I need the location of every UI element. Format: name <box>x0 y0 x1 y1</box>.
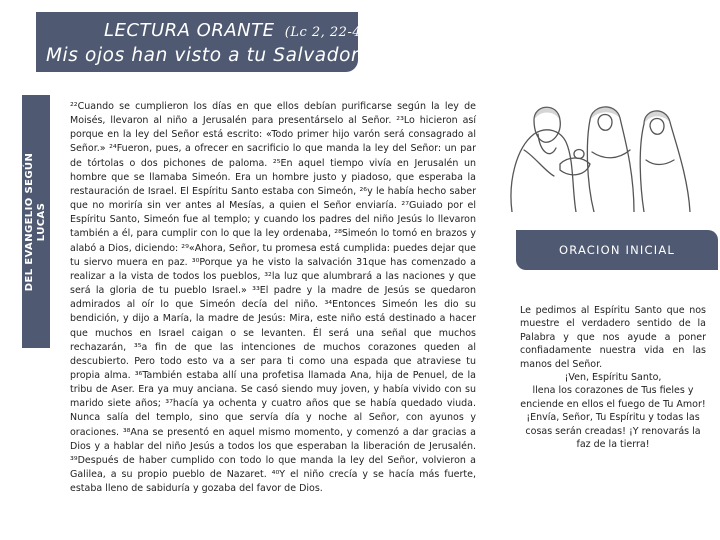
side-label-text <box>24 152 48 290</box>
presentation-illustration <box>494 90 699 212</box>
prayer-line: ¡Envía, Señor, Tu Espíritu y todas las cosas serán creadas! ¡Y renovarás la faz de la tierra! <box>525 412 701 451</box>
prayer-line: ¡Ven, Espíritu Santo, <box>564 372 662 384</box>
prayer-lines <box>520 371 706 451</box>
page-title: LECTURA ORANTE <box>104 20 275 41</box>
bible-reference: (Lc 2, 22-40) <box>284 25 376 40</box>
opening-prayer-heading: ORACION INICIAL <box>516 230 718 270</box>
prayer-intro: Le pedimos al Espíritu Santo que nos muestre el verdadero sentido de la Palabra y que nos ayude a poner confiadamente nuestra vida en las manos del Señor. <box>520 305 706 370</box>
side-label-line1: DEL EVANGELIO SEGÚN <box>24 152 35 291</box>
page-subtitle: Mis ojos han visto a tu Salvador <box>46 45 360 66</box>
side-label-line2: LUCAS <box>36 202 47 241</box>
title-banner <box>36 12 376 72</box>
gospel-text: ²²Cuando se cumplieron los días en que ellos debían purificarse según la ley de Moisés, llevaron al niño a Jerusalén para presentárselo al Señor. ²³Lo hicieron así porque en la ley del Señor está escrito: «Todo primer hijo varón será consagrado al Señor.» ²⁴Fueron, pues, a ofrecer en sacrificio lo que manda la ley del Señor: un par de tórtolas o dos pichones de paloma. ²⁵En aquel tiempo vivía en Jerusalén un hombre que se llamaba Simeón. Era un hombre justo y piadoso, que esperaba la restauración de Israel. El Espíritu Santo estaba con Simeón, ²⁶y le había hecho saber que no moriría sin ver antes al Mesías, a quien el Señor enviaría. ²⁷Guiado por el Espíritu Santo, Simeón fue al templo; y cuando los padres del niño Jesús lo llevaron también a él, para cumplir con lo que la ley ordenaba, ²⁸Simeón lo tomó en brazos y alabó a Dios, diciendo: ²⁹«Ahora, Señor, tu promesa está cumplida: puedes dejar que tu siervo muera en paz. ³⁰Porque ya he visto la salvación 31que has comenzado a realizar a la vista de todos los pueblos, ³²la luz que alumbrará a las naciones y que será la gloria de tu pueblo Israel.» ³³El padre y la madre de Jesús se quedaron admirados al oír lo que Simeón decía del niño. ³⁴Entonces Simeón les dio su bendición, y dijo a María, la madre de Jesús: Mira, este niño está destinado a hacer que muchos en Israel caigan o se levanten. Él será una señal que muchos rechazarán, ³⁵a fin de que las intenciones de muchos corazones queden al descubierto. Pero todo esto va a ser para ti como una espada que atraviese tu propia alma. ³⁶También estaba allí una profetisa llamada Ana, hija de Penuel, de la tribu de Aser. Era ya muy anciana. Se casó siendo muy joven, y había vivido con su marido siete años; ³⁷hacía ya ochenta y cuatro años que se había quedado viuda. Nunca salía del templo, sino que servía día y noche al Señor, con ayunos y oraciones. ³⁸Ana se presentó en aquel mismo momento, y comenzó a dar gracias a Dios y a hablar del niño Jesús a todos los que esperaban la liberación de Jerusalén. ³⁹Después de haber cumplido con todo lo que manda la ley del Señor, volvieron a Galilea, a su propio pueblo de Nazaret. ⁴⁰Y el niño crecía y se hacía más fuerte, estaba lleno de sabiduría y gozaba del favor de Dios. <box>70 101 476 495</box>
opening-prayer <box>520 304 706 451</box>
prayer-line: llena los corazones de Tus fieles y enciende en ellos el fuego de Tu Amor! <box>520 385 706 410</box>
gospel-side-label <box>22 95 50 348</box>
title-line <box>104 20 375 41</box>
